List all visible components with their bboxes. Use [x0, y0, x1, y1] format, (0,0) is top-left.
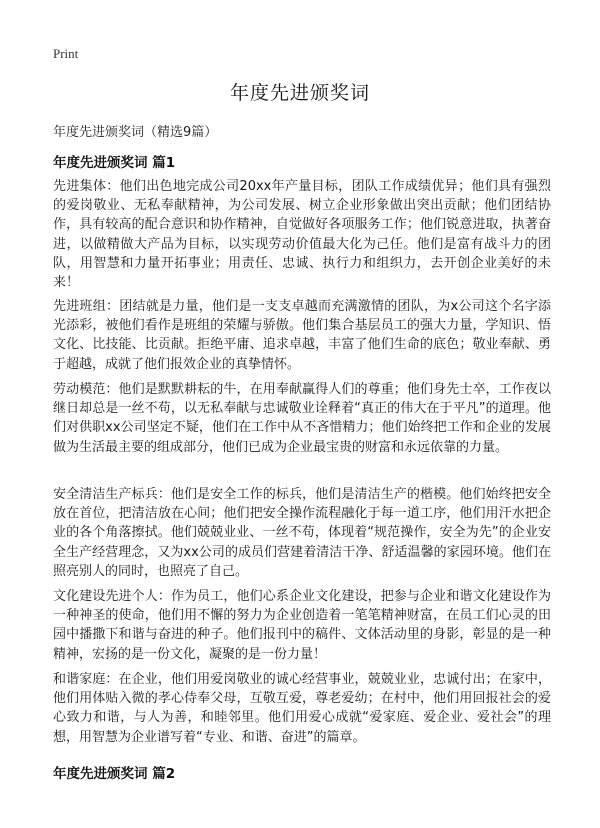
document-subtitle: 年度先进颁奖词（精选9篇） — [53, 125, 218, 140]
paragraph-advanced-collective: 先进集体：他们出色地完成公司20xx年产量目标，团队工作成绩优异；他们具有强烈的爱岗敬业、无私奉献精神，为公司发展、树立企业形象做出突出贡献；他们团结协作，具有较高的配合意识和协作精神，自觉做好各项服务工作；他们锐意进取，执著奋进，以做精做大产品为目标，以实现劳动价值最大化为己任。他们是富有战斗力的团队，用智慧和力量开拓事业；用责任、忠诚、执行力和组织力，去开创企业美好的未来！ — [53, 179, 551, 291]
paragraph-advanced-team: 先进班组：团结就是力量，他们是一支支卓越而充满激情的团队，为x公司这个名字添光添彩，被他们看作是班组的荣耀与骄傲。他们集合基层员工的强大力量，学知识、悟文化、比技能、比贡献。拒绝平庸、追求卓越，丰富了他们生命的底色；敬业奉献、勇于超越，成就了他们报效企业的真挚情怀。 — [53, 299, 551, 372]
paragraph-labor-model: 劳动模范：他们是默默耕耘的牛，在用奉献赢得人们的尊重；他们身先士卒，工作夜以继日却总是一丝不苟，以无私奉献与忠诚敬业诠释着“真正的伟大在于平凡”的道理。他们对供职xx公司坚定不疑，他们在工作中从不吝惜精力；他们始终把工作和企业的发展做为生活最主要的组成部分，他们已成为企业最宝贵的财富和永远依靠的力量。 — [53, 382, 551, 455]
print-link[interactable]: Print — [53, 46, 79, 61]
paragraph-safety-model: 安全清洁生产标兵：他们是安全工作的标兵，他们是清洁生产的楷模。他们始终把安全放在首位，把清洁放在心间；他们把安全操作流程融化于每一道工序，他们用汗水把企业的各个角落擦拭。他们兢兢业业、一丝不苟，体现着“规范操作，安全为先”的企业安全生产经营理念，又为xx公司的成员们营建着清洁干净、舒适温馨的家园环境。他们在照亮别人的同时，也照亮了自己。 — [53, 487, 551, 579]
paragraph-harmonious-family: 和谐家庭：在企业，他们用爱岗敬业的诚心经营事业，兢兢业业，忠诚付出；在家中，他们用体贴入微的孝心侍奉父母，互敬互爱，尊老爱幼；在村中，他们用回报社会的爱心致力和谐，与人为善，和睦邻里。他们用爱心成就“爱家庭、爱企业、爱社会”的理想，用智慧为企业谱写着“专业、和谐、奋进”的篇章。 — [53, 672, 551, 745]
paragraph-culture-individual: 文化建设先进个人：作为员工，他们心系企业文化建设，把参与企业和谐文化建设作为一种神圣的使命，他们用不懈的努力为企业创造着一笔笔精神财富，在员工们心灵的田园中播撒下和谐与奋进的种子。他们报刊中的稿件、文体活动里的身影，彰显的是一种精神，宏扬的是一份文化，凝聚的是一份力量！ — [53, 589, 551, 662]
page-title: 年度先进颁奖词 — [229, 82, 370, 104]
section-heading-2: 年度先进颁奖词 篇2 — [53, 766, 176, 782]
section-heading-1: 年度先进颁奖词 篇1 — [53, 155, 176, 171]
